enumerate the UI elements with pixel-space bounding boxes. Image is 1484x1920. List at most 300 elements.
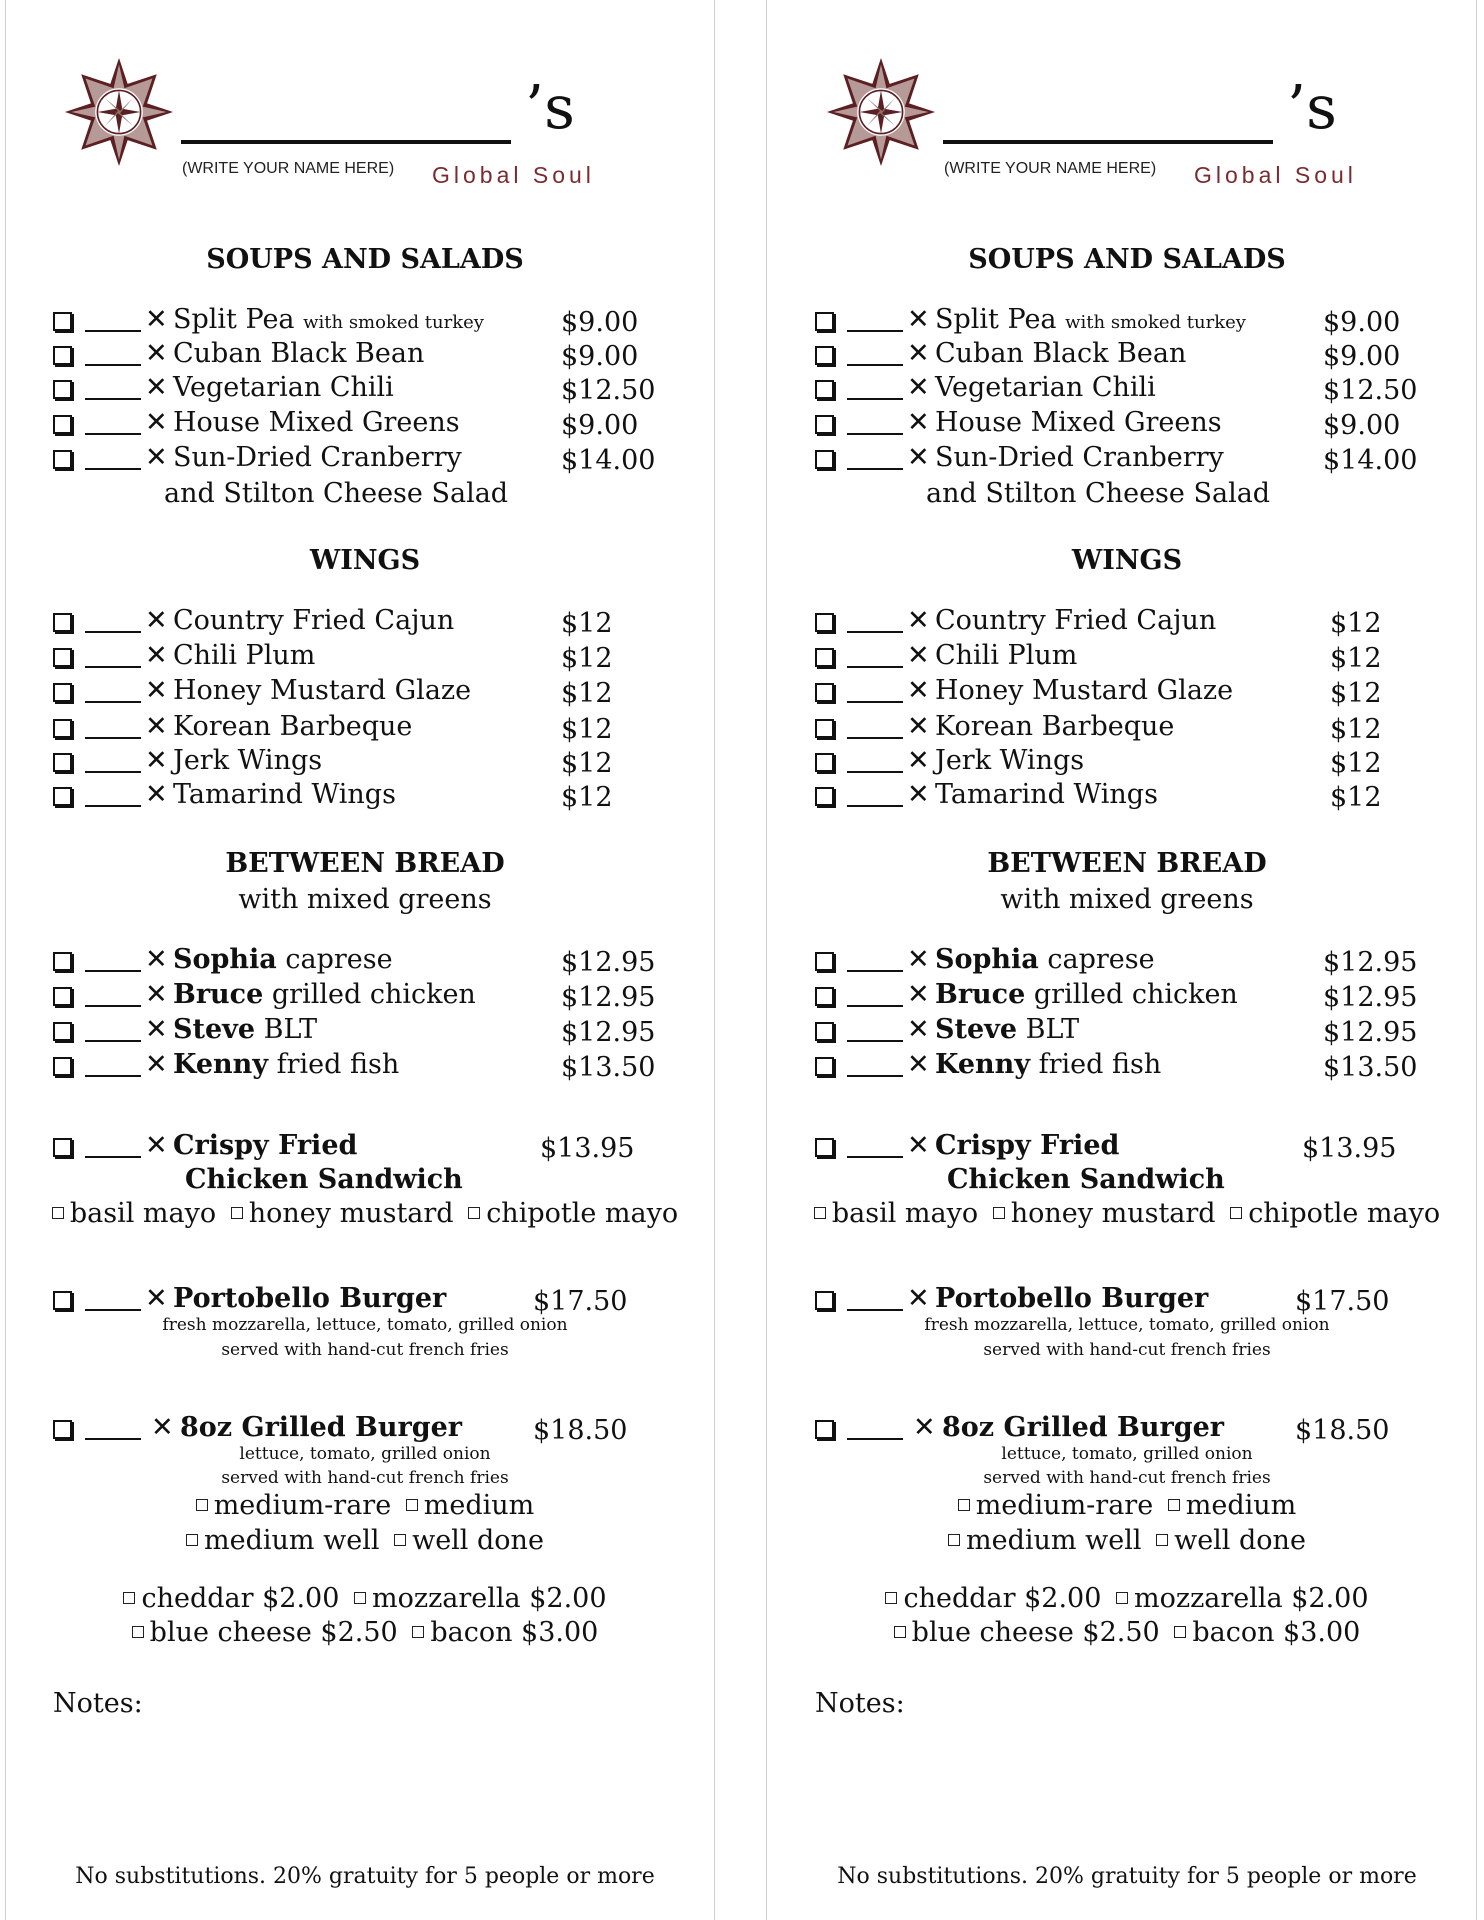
quantity-blank[interactable] bbox=[85, 433, 141, 435]
quantity-blank[interactable] bbox=[847, 1438, 903, 1440]
addon-options bbox=[787, 1617, 1467, 1648]
item-price: $13.95 bbox=[540, 1133, 635, 1164]
item-price: $17.50 bbox=[533, 1286, 628, 1317]
times-icon: ✕ bbox=[907, 338, 930, 369]
item-name: 8oz Grilled Burger bbox=[942, 1412, 1224, 1443]
quantity-blank[interactable] bbox=[85, 364, 141, 366]
quantity-blank[interactable] bbox=[85, 631, 141, 633]
item-description: lettuce, tomato, grilled onion bbox=[239, 1444, 491, 1464]
item-name: Tamarind Wings bbox=[173, 779, 396, 810]
times-icon: ✕ bbox=[907, 979, 930, 1010]
item-description: served with hand-cut french fries bbox=[983, 1468, 1271, 1488]
times-icon: ✕ bbox=[907, 711, 930, 742]
item-price: $12.95 bbox=[561, 1017, 656, 1048]
item-price: $12 bbox=[1330, 643, 1382, 674]
quantity-blank[interactable] bbox=[847, 433, 903, 435]
menu-item-row bbox=[815, 1047, 1467, 1083]
item-checkbox[interactable] bbox=[815, 450, 834, 469]
item-checkbox[interactable] bbox=[53, 952, 72, 971]
times-icon: ✕ bbox=[907, 372, 930, 403]
item-checkbox[interactable] bbox=[815, 1291, 834, 1310]
quantity-blank[interactable] bbox=[85, 771, 141, 773]
item-checkbox[interactable] bbox=[815, 346, 834, 365]
option-label: cheddar $2.00 bbox=[141, 1583, 340, 1614]
item-name: Jerk Wings bbox=[935, 745, 1085, 776]
item-checkbox[interactable] bbox=[53, 1420, 72, 1439]
quantity-blank[interactable] bbox=[847, 1075, 903, 1077]
times-icon: ✕ bbox=[907, 779, 930, 810]
sauce-options bbox=[25, 1198, 705, 1229]
item-checkbox[interactable] bbox=[53, 753, 72, 772]
item-name: Sophia caprese bbox=[173, 944, 393, 975]
menu-item-row bbox=[53, 302, 705, 338]
option-checkbox[interactable] bbox=[123, 1592, 135, 1604]
item-checkbox[interactable] bbox=[53, 1138, 72, 1157]
item-price: $12 bbox=[561, 714, 613, 745]
times-icon: ✕ bbox=[145, 1014, 168, 1045]
item-checkbox[interactable] bbox=[53, 787, 72, 806]
write-name-hint: (WRITE YOUR NAME HERE) bbox=[944, 160, 1157, 177]
times-icon: ✕ bbox=[145, 372, 168, 403]
option-label: medium well bbox=[966, 1525, 1142, 1556]
option-checkbox[interactable] bbox=[1230, 1207, 1242, 1219]
write-name-hint: (WRITE YOUR NAME HERE) bbox=[182, 160, 395, 177]
item-checkbox[interactable] bbox=[53, 1022, 72, 1041]
item-name: Portobello Burger bbox=[935, 1283, 1209, 1314]
menu-item-row bbox=[815, 1128, 1467, 1164]
item-checkbox[interactable] bbox=[53, 346, 72, 365]
times-icon: ✕ bbox=[145, 1283, 168, 1314]
item-price: $12 bbox=[1330, 608, 1382, 639]
item-name: 8oz Grilled Burger bbox=[180, 1412, 462, 1443]
item-price: $13.95 bbox=[1302, 1133, 1397, 1164]
option-label: cheddar $2.00 bbox=[903, 1583, 1102, 1614]
menu-item-row bbox=[815, 1281, 1467, 1317]
option-label: medium bbox=[423, 1490, 535, 1521]
item-price: $14.00 bbox=[561, 445, 656, 476]
menu-item-row bbox=[53, 603, 705, 639]
section-title-bread: BETWEEN BREAD bbox=[225, 848, 505, 879]
item-checkbox[interactable] bbox=[815, 1138, 834, 1157]
item-price: $12.95 bbox=[1323, 982, 1418, 1013]
item-checkbox[interactable] bbox=[53, 683, 72, 702]
quantity-blank[interactable] bbox=[847, 701, 903, 703]
right-panel-edge bbox=[766, 0, 767, 1920]
item-price: $17.50 bbox=[1295, 1286, 1390, 1317]
left-edge-line bbox=[5, 0, 6, 1920]
times-icon: ✕ bbox=[907, 1049, 930, 1080]
menu-item-row bbox=[815, 603, 1467, 639]
item-name: Cuban Black Bean bbox=[935, 338, 1187, 369]
item-price: $9.00 bbox=[1323, 341, 1401, 372]
sauce-options bbox=[787, 1198, 1467, 1229]
option-checkbox[interactable] bbox=[894, 1626, 906, 1638]
quantity-blank[interactable] bbox=[85, 805, 141, 807]
times-icon: ✕ bbox=[913, 1412, 936, 1443]
option-checkbox[interactable] bbox=[231, 1207, 243, 1219]
item-note: with smoked turkey bbox=[303, 312, 484, 333]
option-checkbox[interactable] bbox=[186, 1534, 198, 1546]
menu-item-row bbox=[53, 942, 705, 978]
menu-item-row bbox=[815, 370, 1467, 406]
addon-options bbox=[25, 1617, 705, 1648]
item-name: Sun-Dried Cranberry bbox=[935, 442, 1224, 473]
item-name: Chili Plum bbox=[935, 640, 1078, 671]
option-label: mozzarella $2.00 bbox=[1134, 1583, 1369, 1614]
item-name: Kenny fried fish bbox=[935, 1049, 1162, 1080]
times-icon: ✕ bbox=[907, 442, 930, 473]
footer-policy: No substitutions. 20% gratuity for 5 people or more bbox=[75, 1864, 655, 1889]
times-icon: ✕ bbox=[145, 779, 168, 810]
times-icon: ✕ bbox=[145, 605, 168, 636]
option-checkbox[interactable] bbox=[406, 1499, 418, 1511]
item-price: $9.00 bbox=[561, 341, 639, 372]
addon-options bbox=[25, 1583, 705, 1614]
possessive-s: ’s bbox=[1287, 73, 1337, 143]
item-price: $12 bbox=[561, 748, 613, 779]
item-price: $12 bbox=[561, 643, 613, 674]
option-label: well done bbox=[412, 1525, 544, 1556]
item-name: House Mixed Greens bbox=[935, 407, 1222, 438]
item-checkbox[interactable] bbox=[815, 1057, 834, 1076]
option-checkbox[interactable] bbox=[993, 1207, 1005, 1219]
item-checkbox[interactable] bbox=[53, 648, 72, 667]
item-checkbox[interactable] bbox=[53, 380, 72, 399]
menu-item-row bbox=[53, 1012, 705, 1048]
quantity-blank[interactable] bbox=[85, 330, 141, 332]
item-checkbox[interactable] bbox=[815, 753, 834, 772]
item-price: $14.00 bbox=[1323, 445, 1418, 476]
times-icon: ✕ bbox=[907, 1014, 930, 1045]
item-checkbox[interactable] bbox=[53, 415, 72, 434]
quantity-blank[interactable] bbox=[847, 666, 903, 668]
quantity-blank[interactable] bbox=[85, 701, 141, 703]
item-price: $12 bbox=[561, 608, 613, 639]
item-name: Bruce grilled chicken bbox=[173, 979, 476, 1010]
quantity-blank[interactable] bbox=[847, 1156, 903, 1158]
menu-item-row bbox=[815, 1410, 1467, 1446]
item-name: Jerk Wings bbox=[173, 745, 323, 776]
item-name: Sun-Dried Cranberry bbox=[173, 442, 462, 473]
times-icon: ✕ bbox=[145, 745, 168, 776]
option-label: blue cheese $2.50 bbox=[149, 1617, 398, 1648]
brand-name: Global Soul bbox=[432, 162, 595, 188]
times-icon: ✕ bbox=[145, 442, 168, 473]
option-label: honey mustard bbox=[248, 1198, 454, 1229]
section-title-bread: BETWEEN BREAD bbox=[987, 848, 1267, 879]
times-icon: ✕ bbox=[907, 640, 930, 671]
menu-item-row bbox=[53, 1410, 705, 1446]
menu-item-row bbox=[53, 405, 705, 441]
option-label: blue cheese $2.50 bbox=[911, 1617, 1160, 1648]
item-name: Split Pea with smoked turkey bbox=[935, 304, 1246, 335]
name-write-line[interactable] bbox=[943, 140, 1273, 144]
section-title-wings: WINGS bbox=[309, 545, 421, 576]
item-price: $9.00 bbox=[561, 307, 639, 338]
item-note: with smoked turkey bbox=[1065, 312, 1246, 333]
quantity-blank[interactable] bbox=[85, 737, 141, 739]
menu-item-row bbox=[53, 977, 705, 1013]
item-price: $9.00 bbox=[1323, 410, 1401, 441]
item-price: $12.50 bbox=[561, 375, 656, 406]
quantity-blank[interactable] bbox=[847, 771, 903, 773]
option-checkbox[interactable] bbox=[132, 1626, 144, 1638]
quantity-blank[interactable] bbox=[847, 1040, 903, 1042]
menu-item-row bbox=[53, 336, 705, 372]
item-price: $18.50 bbox=[1295, 1415, 1390, 1446]
item-price: $12.95 bbox=[1323, 947, 1418, 978]
times-icon: ✕ bbox=[145, 1049, 168, 1080]
section-title-soups: SOUPS AND SALADS bbox=[968, 244, 1286, 275]
times-icon: ✕ bbox=[907, 1283, 930, 1314]
option-label: medium-rare bbox=[975, 1490, 1154, 1521]
times-icon: ✕ bbox=[907, 304, 930, 335]
quantity-blank[interactable] bbox=[847, 970, 903, 972]
option-checkbox[interactable] bbox=[196, 1499, 208, 1511]
option-checkbox[interactable] bbox=[948, 1534, 960, 1546]
footer-policy: No substitutions. 20% gratuity for 5 people or more bbox=[837, 1864, 1417, 1889]
addon-options bbox=[787, 1583, 1467, 1614]
item-checkbox[interactable] bbox=[53, 1057, 72, 1076]
quantity-blank[interactable] bbox=[85, 1075, 141, 1077]
quantity-blank[interactable] bbox=[847, 631, 903, 633]
possessive-s: ’s bbox=[525, 73, 575, 143]
option-checkbox[interactable] bbox=[1174, 1626, 1186, 1638]
item-name: Vegetarian Chili bbox=[173, 372, 394, 403]
item-checkbox[interactable] bbox=[815, 952, 834, 971]
item-name: Honey Mustard Glaze bbox=[935, 675, 1234, 706]
item-checkbox[interactable] bbox=[815, 613, 834, 632]
item-name-continued: and Stilton Cheese Salad bbox=[164, 478, 509, 509]
item-name: Crispy Fried bbox=[173, 1130, 358, 1161]
menu-item-row bbox=[815, 440, 1467, 476]
item-checkbox[interactable] bbox=[815, 648, 834, 667]
item-name-continued: Chicken Sandwich bbox=[185, 1164, 463, 1195]
item-description: served with hand-cut french fries bbox=[221, 1340, 509, 1360]
item-price: $9.00 bbox=[561, 410, 639, 441]
option-checkbox[interactable] bbox=[885, 1592, 897, 1604]
menu-panel-right bbox=[787, 0, 1467, 1920]
item-description: fresh mozzarella, lettuce, tomato, grilled onion bbox=[162, 1315, 568, 1335]
times-icon: ✕ bbox=[145, 979, 168, 1010]
right-edge-line bbox=[1476, 0, 1477, 1920]
name-write-line[interactable] bbox=[181, 140, 511, 144]
item-checkbox[interactable] bbox=[815, 683, 834, 702]
option-checkbox[interactable] bbox=[1168, 1499, 1180, 1511]
menu-item-row bbox=[53, 440, 705, 476]
item-checkbox[interactable] bbox=[815, 312, 834, 331]
times-icon: ✕ bbox=[145, 304, 168, 335]
section-title-soups: SOUPS AND SALADS bbox=[206, 244, 524, 275]
times-icon: ✕ bbox=[907, 407, 930, 438]
item-name: Sophia caprese bbox=[935, 944, 1155, 975]
quantity-blank[interactable] bbox=[847, 737, 903, 739]
item-price: $13.50 bbox=[1323, 1052, 1418, 1083]
item-name: Kenny fried fish bbox=[173, 1049, 400, 1080]
item-checkbox[interactable] bbox=[815, 1420, 834, 1439]
menu-item-row bbox=[815, 942, 1467, 978]
menu-item-row bbox=[815, 777, 1467, 813]
item-checkbox[interactable] bbox=[815, 1022, 834, 1041]
item-name: Tamarind Wings bbox=[935, 779, 1158, 810]
menu-item-row bbox=[53, 638, 705, 674]
quantity-blank[interactable] bbox=[847, 1309, 903, 1311]
option-label: medium bbox=[1185, 1490, 1297, 1521]
item-price: $12 bbox=[1330, 714, 1382, 745]
option-label: mozzarella $2.00 bbox=[372, 1583, 607, 1614]
quantity-blank[interactable] bbox=[85, 468, 141, 470]
left-panel-edge bbox=[714, 0, 715, 1920]
option-label: chipotle mayo bbox=[1248, 1198, 1441, 1229]
menu-item-row bbox=[53, 673, 705, 709]
option-label: bacon $3.00 bbox=[1192, 1617, 1361, 1648]
times-icon: ✕ bbox=[145, 711, 168, 742]
notes-label[interactable]: Notes: bbox=[53, 1688, 143, 1719]
menu-panel-left bbox=[25, 0, 705, 1920]
option-checkbox[interactable] bbox=[1156, 1534, 1168, 1546]
option-label: medium-rare bbox=[213, 1490, 392, 1521]
item-description: lettuce, tomato, grilled onion bbox=[1001, 1444, 1253, 1464]
temperature-options bbox=[25, 1490, 705, 1521]
item-price: $13.50 bbox=[561, 1052, 656, 1083]
temperature-options bbox=[787, 1490, 1467, 1521]
quantity-blank[interactable] bbox=[85, 1156, 141, 1158]
item-price: $12 bbox=[561, 678, 613, 709]
quantity-blank[interactable] bbox=[847, 364, 903, 366]
item-name: Korean Barbeque bbox=[173, 711, 413, 742]
times-icon: ✕ bbox=[907, 944, 930, 975]
option-checkbox[interactable] bbox=[354, 1592, 366, 1604]
menu-item-row bbox=[815, 673, 1467, 709]
item-name: Steve BLT bbox=[935, 1014, 1080, 1045]
item-name: Bruce grilled chicken bbox=[935, 979, 1238, 1010]
option-label: medium well bbox=[204, 1525, 380, 1556]
menu-item-row bbox=[53, 370, 705, 406]
option-label: honey mustard bbox=[1010, 1198, 1216, 1229]
times-icon: ✕ bbox=[151, 1412, 174, 1443]
temperature-options bbox=[25, 1525, 705, 1556]
item-checkbox[interactable] bbox=[53, 1291, 72, 1310]
section-title-wings: WINGS bbox=[1071, 545, 1183, 576]
option-checkbox[interactable] bbox=[958, 1499, 970, 1511]
times-icon: ✕ bbox=[907, 675, 930, 706]
item-price: $12.95 bbox=[1323, 1017, 1418, 1048]
item-name-continued: and Stilton Cheese Salad bbox=[926, 478, 1271, 509]
option-label: basil mayo bbox=[831, 1198, 979, 1229]
notes-label[interactable]: Notes: bbox=[815, 1688, 905, 1719]
item-checkbox[interactable] bbox=[815, 987, 834, 1006]
option-label: basil mayo bbox=[69, 1198, 217, 1229]
times-icon: ✕ bbox=[907, 745, 930, 776]
section-subtitle-bread: with mixed greens bbox=[238, 884, 492, 915]
item-checkbox[interactable] bbox=[53, 450, 72, 469]
option-checkbox[interactable] bbox=[814, 1207, 826, 1219]
option-label: well done bbox=[1174, 1525, 1306, 1556]
option-label: chipotle mayo bbox=[486, 1198, 679, 1229]
item-price: $12 bbox=[561, 782, 613, 813]
menu-item-row bbox=[815, 638, 1467, 674]
option-checkbox[interactable] bbox=[412, 1626, 424, 1638]
item-name-continued: Chicken Sandwich bbox=[947, 1164, 1225, 1195]
menu-item-row bbox=[815, 977, 1467, 1013]
item-description: served with hand-cut french fries bbox=[221, 1468, 509, 1488]
item-name: Steve BLT bbox=[173, 1014, 318, 1045]
quantity-blank[interactable] bbox=[847, 330, 903, 332]
item-price: $12.50 bbox=[1323, 375, 1418, 406]
menu-item-row bbox=[815, 1012, 1467, 1048]
item-name: Honey Mustard Glaze bbox=[173, 675, 472, 706]
item-checkbox[interactable] bbox=[53, 613, 72, 632]
times-icon: ✕ bbox=[145, 407, 168, 438]
compass-sun-logo-icon bbox=[827, 58, 935, 166]
item-description: fresh mozzarella, lettuce, tomato, grilled onion bbox=[924, 1315, 1330, 1335]
item-name: Korean Barbeque bbox=[935, 711, 1175, 742]
item-name: Portobello Burger bbox=[173, 1283, 447, 1314]
quantity-blank[interactable] bbox=[85, 666, 141, 668]
option-checkbox[interactable] bbox=[468, 1207, 480, 1219]
item-name: House Mixed Greens bbox=[173, 407, 460, 438]
item-checkbox[interactable] bbox=[53, 312, 72, 331]
option-checkbox[interactable] bbox=[394, 1534, 406, 1546]
menu-item-row bbox=[53, 777, 705, 813]
times-icon: ✕ bbox=[145, 944, 168, 975]
quantity-blank[interactable] bbox=[85, 1309, 141, 1311]
option-checkbox[interactable] bbox=[1116, 1592, 1128, 1604]
quantity-blank[interactable] bbox=[85, 1438, 141, 1440]
menu-item-row bbox=[815, 709, 1467, 745]
quantity-blank[interactable] bbox=[85, 398, 141, 400]
quantity-blank[interactable] bbox=[85, 1040, 141, 1042]
times-icon: ✕ bbox=[907, 605, 930, 636]
item-price: $18.50 bbox=[533, 1415, 628, 1446]
item-checkbox[interactable] bbox=[53, 719, 72, 738]
item-name: Split Pea with smoked turkey bbox=[173, 304, 484, 335]
times-icon: ✕ bbox=[907, 1130, 930, 1161]
item-price: $12 bbox=[1330, 748, 1382, 779]
item-price: $12 bbox=[1330, 678, 1382, 709]
item-checkbox[interactable] bbox=[815, 787, 834, 806]
item-name: Country Fried Cajun bbox=[173, 605, 455, 636]
quantity-blank[interactable] bbox=[85, 1005, 141, 1007]
times-icon: ✕ bbox=[145, 1130, 168, 1161]
item-description: served with hand-cut french fries bbox=[983, 1340, 1271, 1360]
item-price: $12 bbox=[1330, 782, 1382, 813]
times-icon: ✕ bbox=[145, 338, 168, 369]
menu-item-row bbox=[53, 1128, 705, 1164]
option-checkbox[interactable] bbox=[52, 1207, 64, 1219]
item-checkbox[interactable] bbox=[815, 719, 834, 738]
item-checkbox[interactable] bbox=[815, 415, 834, 434]
quantity-blank[interactable] bbox=[847, 468, 903, 470]
item-checkbox[interactable] bbox=[815, 380, 834, 399]
quantity-blank[interactable] bbox=[85, 970, 141, 972]
option-label: bacon $3.00 bbox=[430, 1617, 599, 1648]
item-price: $9.00 bbox=[1323, 307, 1401, 338]
quantity-blank[interactable] bbox=[847, 1005, 903, 1007]
quantity-blank[interactable] bbox=[847, 805, 903, 807]
quantity-blank[interactable] bbox=[847, 398, 903, 400]
menu-item-row bbox=[815, 743, 1467, 779]
section-subtitle-bread: with mixed greens bbox=[1000, 884, 1254, 915]
item-checkbox[interactable] bbox=[53, 987, 72, 1006]
menu-item-row bbox=[53, 1047, 705, 1083]
compass-sun-logo-icon bbox=[65, 58, 173, 166]
menu-item-row bbox=[53, 709, 705, 745]
menu-item-row bbox=[815, 405, 1467, 441]
item-name: Crispy Fried bbox=[935, 1130, 1120, 1161]
brand-name: Global Soul bbox=[1194, 162, 1357, 188]
item-name: Vegetarian Chili bbox=[935, 372, 1156, 403]
